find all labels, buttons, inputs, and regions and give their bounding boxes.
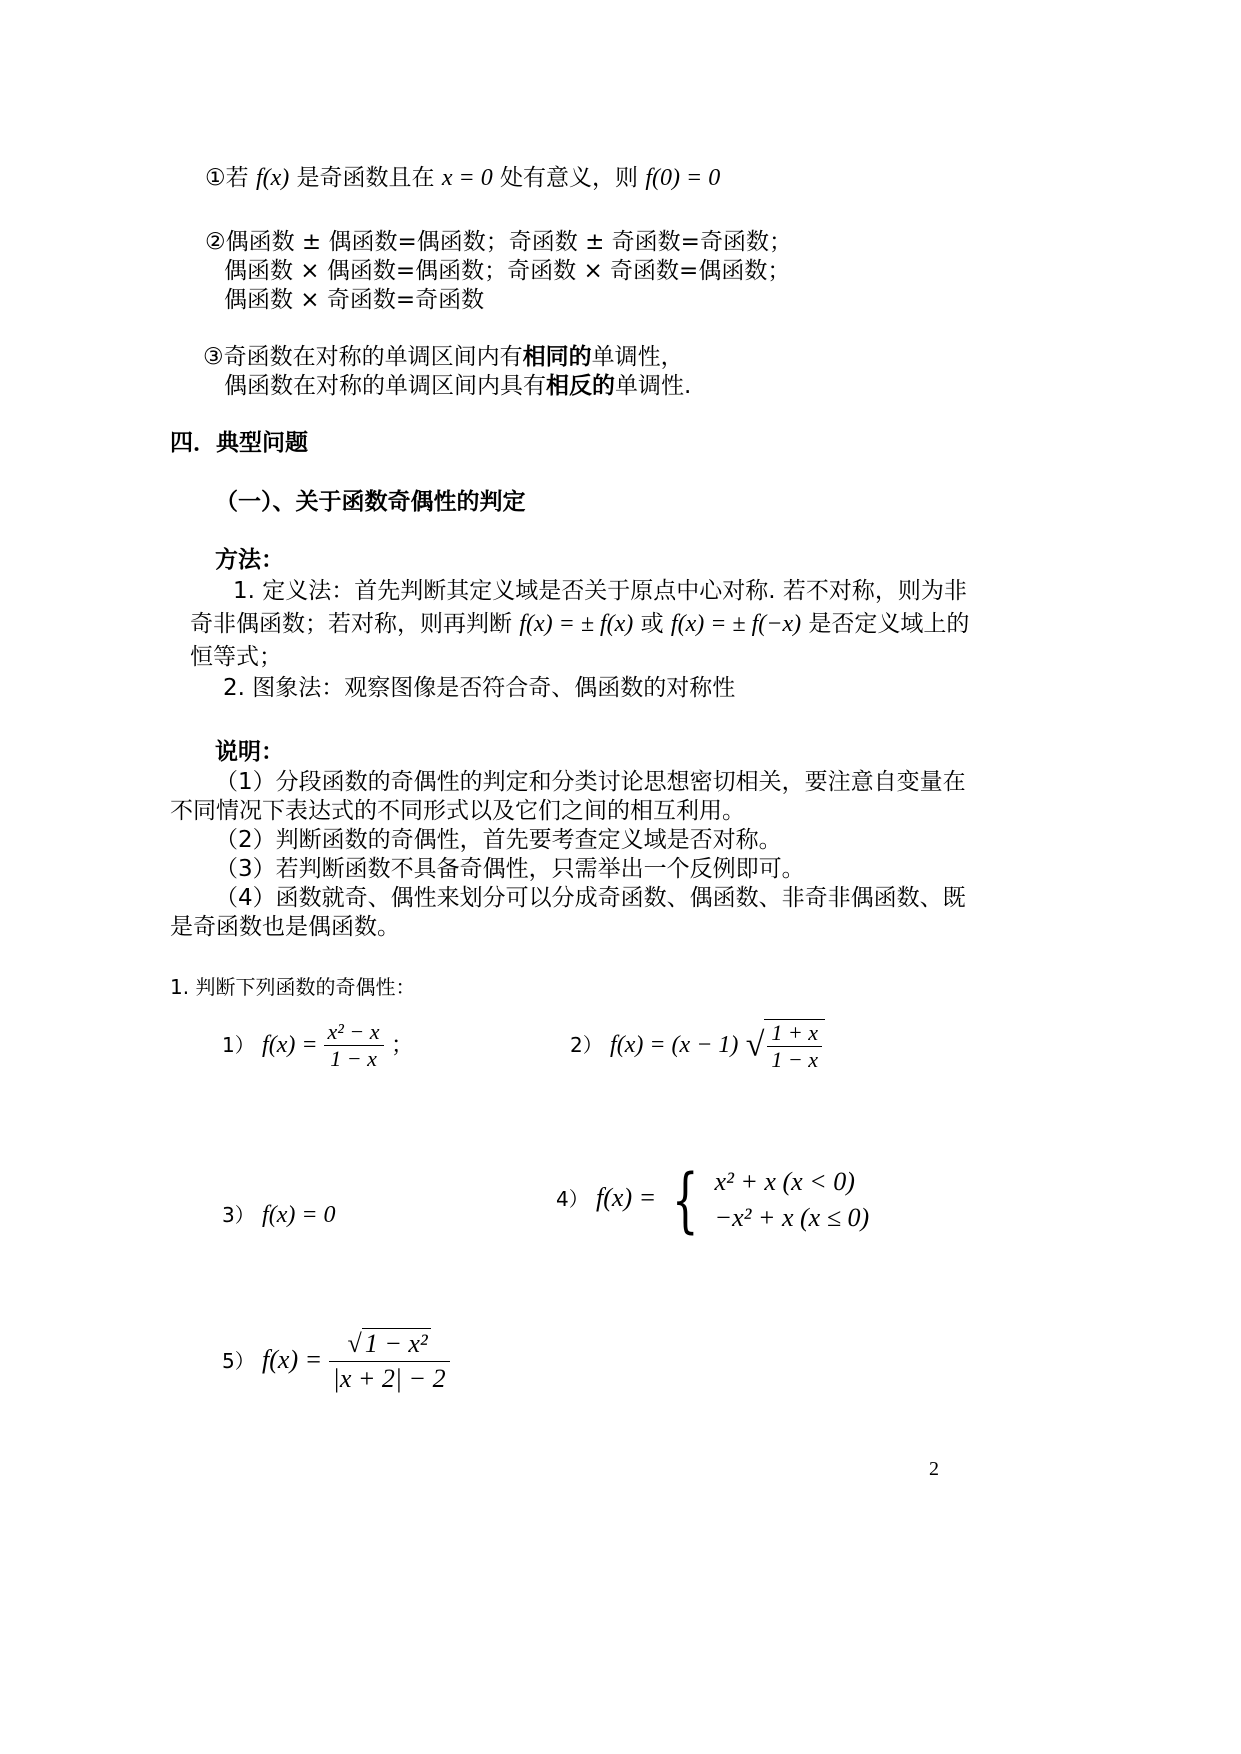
exercise-item-3: 3） f(x) = 0 bbox=[222, 1202, 336, 1228]
exercise-item-2: 2） f(x) = (x − 1) √ $\frac{1 + x}{1 - x}$ bbox=[570, 1015, 825, 1076]
note-3: （3）若判断函数不具备奇偶性，只需举出一个反例即可。 bbox=[215, 856, 805, 882]
method-2: 2. 图象法：观察图像是否符合奇、偶函数的对称性 bbox=[223, 675, 736, 701]
piecewise-cases: x² + x (x < 0) −x² + x (x ≤ 0) bbox=[714, 1166, 870, 1232]
square-root: √ $\frac{1 + x}{1 - x}$ bbox=[746, 1015, 825, 1076]
notes-title: 说明： bbox=[215, 739, 284, 765]
sub-heading: （一）、关于函数奇偶性的判定 bbox=[215, 489, 526, 515]
property-2-line-3: 偶函数 × 奇函数=奇函数 bbox=[224, 287, 485, 313]
property-3-line-1: ③奇函数在对称的单调区间内有相同的单调性， bbox=[203, 344, 684, 370]
note-1-line-2: 不同情况下表达式的不同形式以及它们之间的相互利用。 bbox=[170, 798, 745, 824]
exercise-title: 1. 判断下列函数的奇偶性： bbox=[170, 975, 416, 999]
note-1-line-1: （1）分段函数的奇偶性的判定和分类讨论思想密切相关，要注意自变量在 bbox=[215, 769, 966, 795]
method-1-line-1: 1. 定义法：首先判断其定义域是否关于原点中心对称. 若不对称，则为非 bbox=[233, 578, 967, 604]
note-4-line-2: 是奇函数也是偶函数。 bbox=[170, 914, 400, 940]
method-title: 方法： bbox=[215, 547, 284, 573]
exercise-item-4: 4） f(x) = { x² + x (x < 0) −x² + x (x ≤ 0) bbox=[556, 1158, 870, 1241]
property-2-line-2: 偶函数 × 偶函数=偶函数；奇函数 × 奇函数=偶函数； bbox=[224, 258, 791, 284]
property-1: ①若 f(x) 是奇函数且在 x = 0 处有意义，则 f(0) = 0 bbox=[205, 165, 721, 191]
method-1-line-2: 奇非偶函数；若对称，则再判断 f(x) = ± f(x) 或 f(x) = ± f(−x) 是否定义域上的 bbox=[190, 611, 970, 637]
exercise-item-5: 5） f(x) = $\frac{\text{√ 1 − x²}}{|x + 2| - 2}$ bbox=[222, 1325, 450, 1396]
property-2-line-1: ②偶函数 ± 偶函数=偶函数；奇函数 ± 奇函数=奇函数； bbox=[205, 229, 792, 255]
method-1-line-3: 恒等式； bbox=[190, 644, 282, 670]
exercise-item-1: 1） f(x) = $\frac{\text{x² − x}}{1 - x}$ ； bbox=[222, 1019, 414, 1071]
left-brace: { bbox=[671, 1158, 699, 1241]
note-4-line-1: （4）函数就奇、偶性来划分可以分成奇函数、偶函数、非奇非偶函数、既 bbox=[215, 885, 966, 911]
note-2: （2）判断函数的奇偶性，首先要考查定义域是否对称。 bbox=[215, 827, 782, 853]
section-heading: 四．典型问题 bbox=[170, 430, 308, 456]
fraction: $\frac{\text{√ 1 − x²}}{|x + 2| - 2}$ bbox=[329, 1327, 450, 1396]
property-3-line-2: 偶函数在对称的单调区间内具有相反的单调性. bbox=[224, 373, 692, 399]
fraction: $\frac{\text{x² − x}}{1 - x}$ bbox=[324, 1019, 384, 1072]
page-number: 2 bbox=[929, 1458, 939, 1480]
